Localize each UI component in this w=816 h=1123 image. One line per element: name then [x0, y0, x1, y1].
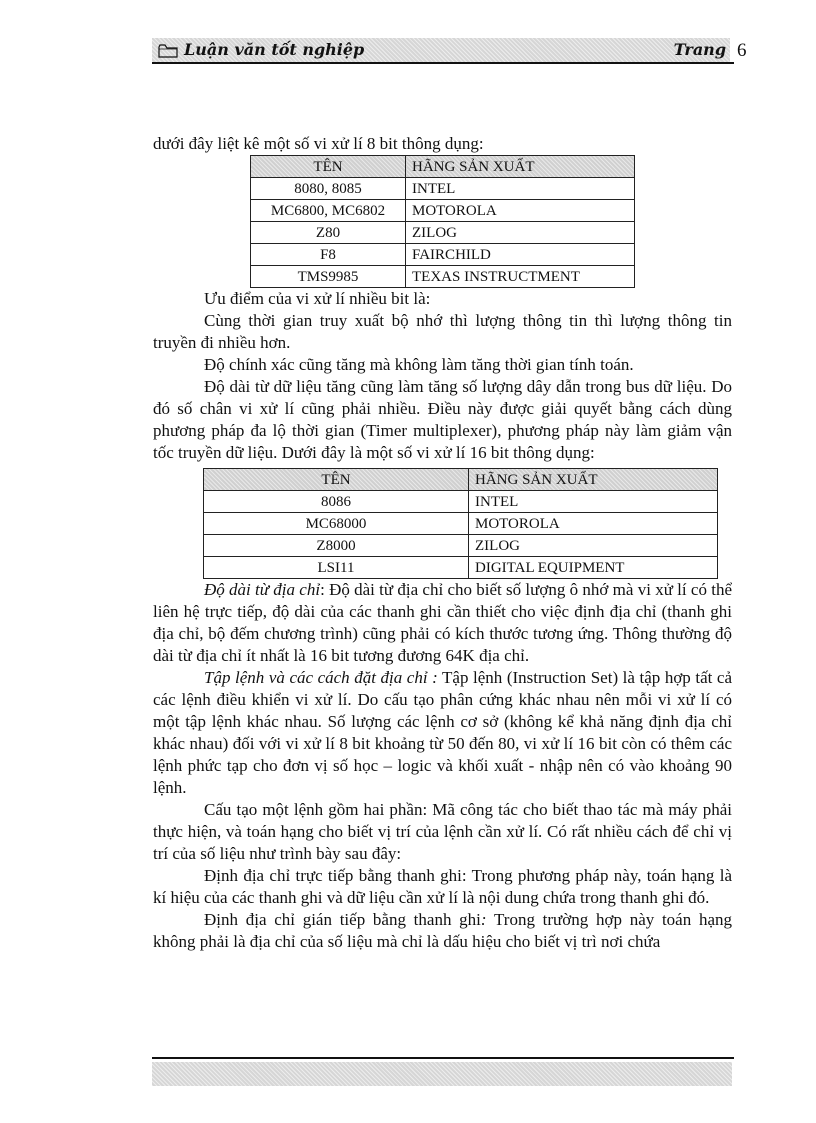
table-row [204, 491, 718, 513]
table-row [204, 535, 718, 557]
table-header-name: TÊN [251, 156, 406, 178]
cell-maker: INTEL [469, 491, 718, 513]
cell-name: Z8000 [204, 535, 469, 557]
instruction-set-text: Tập lệnh (Instruction Set) là tập hợp tất cả các lệnh điều khiển vi xử lí. Do cấu tạo phân cứng khác nhau nên mỗi vi xử lí có một tập lệnh khác nhau. Số lượng các lệnh cơ sở (không kể khả năng định địa chỉ khác nhau) đối với vi xử lí 8 bit khoảng từ 50 đến 80, vi xử lí 16 bit còn có thêm các lệnh phức tạp cho đơn vị số học – logic và khối xuất - nhập nên có vào khoảng 90 lệnh. [153, 668, 733, 797]
paragraph-address-length [153, 579, 732, 667]
table-header-name: TÊN [204, 469, 469, 491]
intro-text: dưới đây liệt kê một số vi xử lí 8 bit thông dụng: [153, 134, 484, 153]
paragraph-bus-width: Độ dài từ dữ liệu tăng cũng làm tăng số lượng dây dẫn trong bus dữ liệu. Do đó số chân vi xử lí cũng phải nhiều. Điều này được giải quyết bằng cách dùng phương pháp đa lộ thời gian (Timer multiplexer), phương pháp này làm giảm vận tốc truyền dữ liệu. Dưới đây là một số vi xử lí 16 bit thông dụng: [153, 377, 732, 462]
folder-icon [158, 44, 178, 58]
table-header-row [204, 469, 718, 491]
term-address-length: Độ dài từ địa chỉ [204, 580, 321, 599]
table-row [251, 244, 635, 266]
paragraph-advantages: Ưu điểm của vi xử lí nhiều bit là: [204, 289, 431, 308]
indirect-colon: : [480, 910, 487, 929]
footer-band [152, 1062, 732, 1086]
cell-maker: ZILOG [406, 222, 635, 244]
table-row [204, 557, 718, 579]
paragraph-indirect-addressing [153, 909, 732, 953]
header-title: Luận văn tốt nghiệp [184, 40, 365, 59]
page-header [152, 38, 732, 64]
cell-name: F8 [251, 244, 406, 266]
table-row [251, 200, 635, 222]
paragraph-throughput: Cùng thời gian truy xuất bộ nhớ thì lượng thông tin thì lượng thông tin truyền đi nhiều hơn. [153, 311, 732, 352]
cell-name: LSI11 [204, 557, 469, 579]
page-content [153, 133, 732, 953]
table-8bit [250, 155, 635, 288]
paragraph-precision: Độ chính xác cũng tăng mà không làm tăng thời gian tính toán. [204, 355, 634, 374]
cell-maker: MOTOROLA [469, 513, 718, 535]
footer-rule [152, 1057, 734, 1059]
table-row [251, 266, 635, 288]
cell-maker: INTEL [406, 178, 635, 200]
cell-maker: TEXAS INSTRUCTMENT [406, 266, 635, 288]
table-header-maker: HÃNG SẢN XUẤT [406, 156, 635, 178]
table-row [251, 222, 635, 244]
cell-name: 8086 [204, 491, 469, 513]
cell-name: MC6800, MC6802 [251, 200, 406, 222]
cell-maker: ZILOG [469, 535, 718, 557]
header-trang-label: Trang [673, 40, 726, 59]
cell-name: MC68000 [204, 513, 469, 535]
table-row [251, 178, 635, 200]
table-row [204, 513, 718, 535]
address-length-text: : Độ dài từ địa chỉ cho biết số lượng ô nhớ mà vi xử lí có thể liên hệ trực tiếp, độ dài của các thanh ghi cần thiết cho việc định địa chỉ (thanh ghi địa chỉ, bộ đếm chương trình) cũng phải có kích thước tương ứng. Thông thường độ dài từ địa chỉ ít nhất là 16 bit tương đương 64K địa chỉ. [153, 580, 732, 665]
cell-name: 8080, 8085 [251, 178, 406, 200]
term-indirect-addressing: Định địa chỉ gián tiếp bằng thanh ghi [204, 910, 481, 929]
paragraph-direct-addressing: Định địa chỉ trực tiếp bằng thanh ghi: Trong phương pháp này, toán hạng là kí hiệu của các thanh ghi và dữ liệu cần xử lí là nội dung chứa trong thanh ghi đó. [153, 866, 732, 907]
indirect-addressing-text: Trong trường hợp này toán hạng không phải là địa chỉ của số liệu mà chỉ là dấu hiệu cho biết vị trì nơi chứa [153, 910, 732, 951]
cell-maker: DIGITAL EQUIPMENT [469, 557, 718, 579]
cell-maker: FAIRCHILD [406, 244, 635, 266]
table-header-row [251, 156, 635, 178]
paragraph-instruction-set [153, 667, 732, 799]
cell-name: TMS9985 [251, 266, 406, 288]
table-header-maker: HÃNG SẢN XUẤT [469, 469, 718, 491]
cell-name: Z80 [251, 222, 406, 244]
header-rule [152, 62, 734, 64]
term-instruction-set: Tập lệnh và các cách đặt địa chỉ : [204, 668, 438, 687]
table-16bit [203, 468, 718, 579]
paragraph-instruction-structure: Cấu tạo một lệnh gồm hai phần: Mã công tác cho biết thao tác mà máy phải thực hiện, và toán hạng cho biết vị trí của lệnh cần xử lí. Có rất nhiều cách để chỉ vị trí của số liệu như trình bày sau đây: [153, 800, 732, 863]
cell-maker: MOTOROLA [406, 200, 635, 222]
page-number: 6 [737, 40, 747, 61]
